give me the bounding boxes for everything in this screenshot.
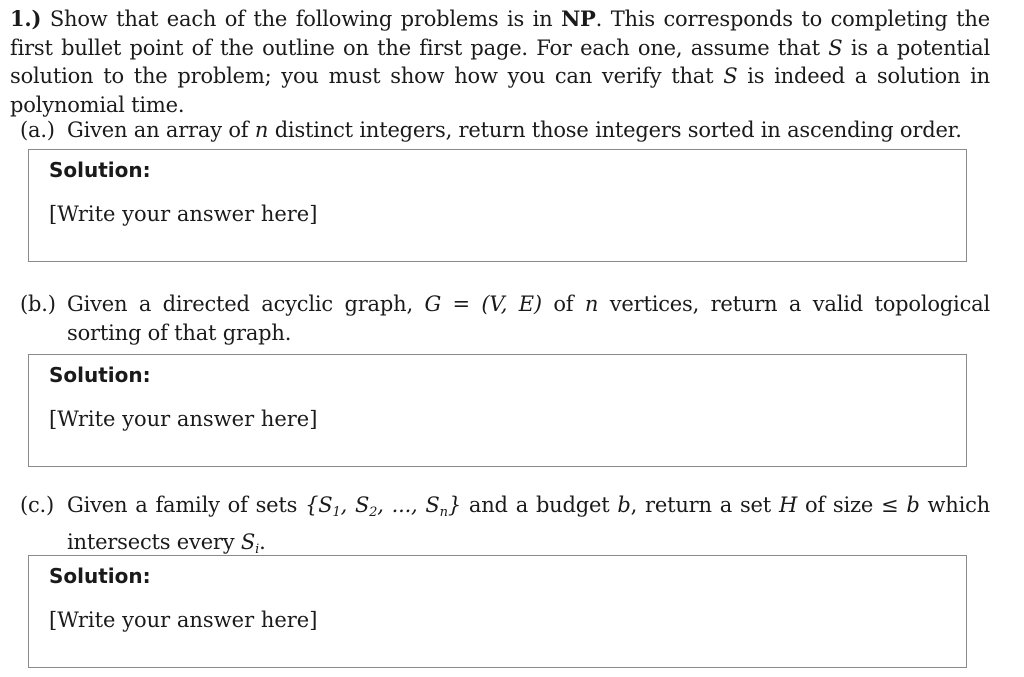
np-term: NP xyxy=(561,6,596,31)
problem-b xyxy=(10,290,990,431)
sub-i: i xyxy=(255,541,260,557)
problem-b-graph-def: G = (V, E) xyxy=(424,292,542,316)
sub-2: 2 xyxy=(369,505,378,520)
intro-text-b: . This corresponds to completing the first bullet point of the outline on the first page. For each one, assume that xyxy=(10,7,990,60)
answer-placeholder-b[interactable]: [Write your answer here] xyxy=(49,407,318,431)
problem-c-var-b2: b xyxy=(906,493,920,517)
intro-var-s1: S xyxy=(828,35,843,60)
set-mid-1: , S xyxy=(340,493,370,517)
sub-1: 1 xyxy=(332,505,341,520)
problem-b-label: (b.) xyxy=(20,292,56,316)
problem-a xyxy=(10,116,990,226)
intro-text-d: is indeed a solution in polynomial time. xyxy=(10,64,990,117)
intro-var-s2: S xyxy=(723,64,738,88)
set-close: } xyxy=(447,493,461,517)
problem-b-text-2: of xyxy=(553,292,574,316)
problem-c-var-b: b xyxy=(617,493,631,517)
problem-c-text-3: , return a set xyxy=(630,493,772,517)
intro-text-c: is a potential solution to the problem; you must show how you can verify that xyxy=(10,35,991,88)
problem-c xyxy=(10,491,991,632)
intro-text-a: Show that each of the following problems is in xyxy=(49,7,553,31)
problem-c-text-1: Given a family of sets xyxy=(67,493,298,517)
problem-c-set-family xyxy=(305,493,461,520)
problem-b-var-n: n xyxy=(584,292,599,316)
solution-title-b: Solution: xyxy=(49,363,151,387)
solution-box-a[interactable] xyxy=(28,149,967,262)
solution-box-b[interactable] xyxy=(28,354,967,467)
question-number: 1.) xyxy=(10,6,42,31)
problem-a-text-1: Given an array of xyxy=(67,118,249,142)
problem-c-label: (c.) xyxy=(20,493,55,517)
solution-title-c: Solution: xyxy=(49,564,151,588)
problem-a-label: (a.) xyxy=(20,118,55,142)
solution-title-a: Solution: xyxy=(49,158,151,182)
set-open: {S xyxy=(305,493,333,517)
problem-a-var-n: n xyxy=(254,118,269,142)
problem-a-text xyxy=(10,116,990,145)
problem-c-text-2: and a budget xyxy=(468,493,610,517)
document xyxy=(10,5,991,632)
problem-c-var-h: H xyxy=(778,493,798,517)
var-s: S xyxy=(240,529,256,554)
problem-c-var-si xyxy=(240,529,260,557)
problem-c-text-6: . xyxy=(259,529,266,554)
sub-n: n xyxy=(439,505,448,520)
answer-placeholder-a[interactable]: [Write your answer here] xyxy=(49,202,318,226)
problem-c-text xyxy=(10,491,990,564)
set-mid-2: , ..., S xyxy=(377,493,440,517)
problem-c-text-5: which intersects every xyxy=(67,493,991,554)
problem-b-text-1: Given a directed acyclic graph, xyxy=(67,292,413,316)
problem-a-text-2: distinct integers, return those integers sorted in ascending order. xyxy=(274,118,962,142)
problem-b-text xyxy=(10,290,990,347)
question-intro xyxy=(10,5,990,119)
problem-b-text-3: vertices, return a valid topological sorting of that graph. xyxy=(67,292,990,345)
answer-placeholder-c[interactable]: [Write your answer here] xyxy=(49,608,318,632)
solution-box-c[interactable] xyxy=(28,555,967,668)
problem-c-text-4: of size ≤ xyxy=(804,493,899,517)
